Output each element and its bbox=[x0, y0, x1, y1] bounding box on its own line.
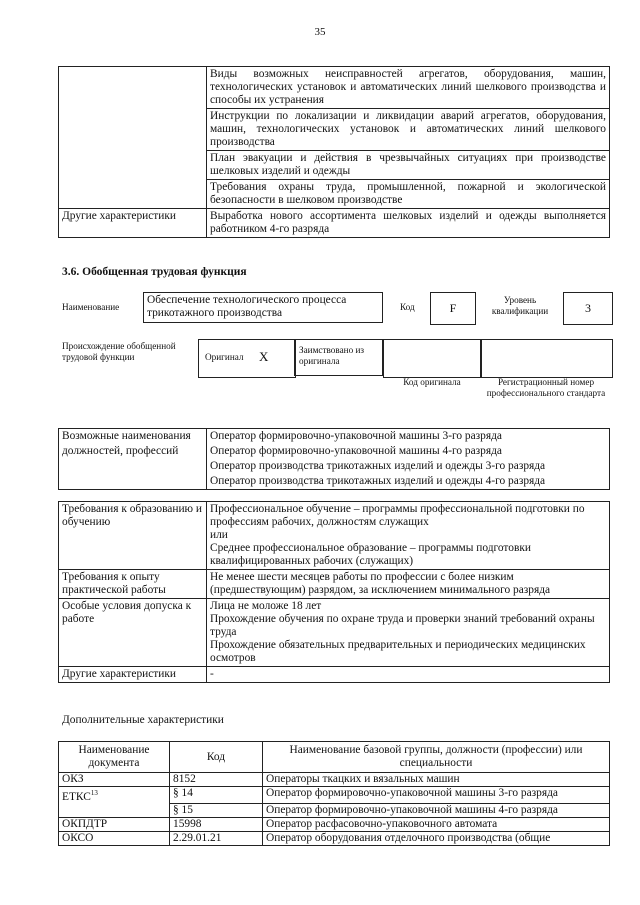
reg-number-cell bbox=[480, 339, 613, 378]
table-row bbox=[59, 818, 610, 832]
row-text: Выработка нового ассортимента шелковых изделий и одежды выполняется работником 4-го разряда bbox=[207, 209, 610, 238]
name-cell: Оператор расфасовочно-упаковочного автомата bbox=[263, 818, 610, 832]
table-row bbox=[59, 787, 610, 804]
requirements-table bbox=[58, 501, 610, 683]
table-row bbox=[59, 109, 610, 151]
requirement-line: Прохождение обучения по охране труда и проверки знаний требований охраны труда bbox=[210, 613, 595, 638]
code-cell: § 14 bbox=[170, 787, 263, 804]
code-cell: § 15 bbox=[170, 804, 263, 818]
positions-list bbox=[207, 429, 610, 490]
code-original-label: Код оригинала bbox=[403, 377, 461, 387]
table-row bbox=[59, 773, 610, 787]
borrowed-label: Заимствовано из оригинала bbox=[294, 339, 383, 376]
name-cell: Операторы ткацких и вязальных машин bbox=[263, 773, 610, 787]
table-row bbox=[59, 67, 610, 109]
requirement-label: Другие характеристики bbox=[59, 667, 207, 683]
additional-title: Дополнительные характеристики bbox=[62, 714, 224, 726]
position-item: Оператор производства трикотажных изделий и одежды 3-го разряда bbox=[210, 460, 546, 472]
code-cell: 15998 bbox=[170, 818, 263, 832]
doc-cell: ЕТКС$^{13}$ bbox=[59, 787, 170, 804]
table-row bbox=[59, 180, 610, 209]
name-label: Наименование bbox=[62, 302, 120, 312]
requirement-label: Особые условия допуска к работе bbox=[59, 599, 207, 667]
row-label bbox=[59, 109, 207, 151]
table-row bbox=[59, 599, 610, 667]
function-code: F bbox=[430, 292, 476, 325]
positions-table bbox=[58, 428, 610, 490]
requirement-line: Не менее шести месяцев работы по профессии с более низким (предшествующим) разрядом, за исключением минимального разряда bbox=[210, 571, 551, 596]
requirement-value bbox=[207, 599, 610, 667]
original-mark: X bbox=[259, 349, 269, 364]
position-item: Оператор формировочно-упаковочной машины 3-го разряда bbox=[210, 430, 502, 442]
requirement-line: Среднее профессиональное образование – программы подготовки квалифицированных рабочих (служащих) bbox=[210, 542, 531, 567]
original-label: Оригинал bbox=[205, 352, 244, 362]
function-name: Обеспечение технологического процесса трикотажного производства bbox=[143, 292, 383, 323]
table-row bbox=[59, 570, 610, 599]
code-cell: 2.29.01.21 bbox=[170, 832, 263, 846]
row-text: Виды возможных неисправностей агрегатов, оборудования, машин, технологических установок и автоматических линий шелкового производства и способы их устранения bbox=[207, 67, 610, 109]
row-label: Другие характеристики bbox=[59, 209, 207, 238]
name-cell: Оператор формировочно-упаковочной машины 4-го разряда bbox=[263, 804, 610, 818]
doc-cell: ОКЗ bbox=[59, 773, 170, 787]
table-header-row bbox=[59, 742, 610, 773]
code-original-cell bbox=[383, 339, 482, 378]
additional-table bbox=[58, 741, 610, 846]
header-name: Наименование базовой группы, должности (профессии) или специальности bbox=[263, 742, 610, 773]
requirement-value bbox=[207, 570, 610, 599]
page-number: 35 bbox=[314, 26, 326, 38]
doc-cell bbox=[59, 804, 170, 818]
row-text: Требования охраны труда, промышленной, пожарной и экологической безопасности в шелковом производстве bbox=[207, 180, 610, 209]
positions-label: Возможные наименования должностей, профессий bbox=[59, 429, 207, 490]
row-text: Инструкции по локализации и ликвидации аварий агрегатов, оборудования, машин, технологических установок и автоматических линий шелкового производства bbox=[207, 109, 610, 151]
knowledge-table bbox=[58, 66, 610, 238]
table-row bbox=[59, 832, 610, 846]
footnote-mark: 13 bbox=[90, 789, 98, 797]
level-value: 3 bbox=[563, 292, 613, 325]
header-code: Код bbox=[170, 742, 263, 773]
requirement-line: Профессиональное обучение – программы профессиональной подготовки по профессиям рабочих, должностям служащих bbox=[210, 503, 585, 528]
row-label bbox=[59, 67, 207, 109]
section-title: 3.6. Обобщенная трудовая функция bbox=[62, 266, 247, 278]
code-cell: 8152 bbox=[170, 773, 263, 787]
origin-label: Происхождение обобщенной трудовой функции bbox=[62, 341, 176, 362]
origin-original-cell bbox=[198, 339, 296, 378]
row-label bbox=[59, 180, 207, 209]
table-row bbox=[59, 151, 610, 180]
table-row bbox=[59, 502, 610, 570]
row-label bbox=[59, 151, 207, 180]
requirement-line: или bbox=[210, 529, 228, 541]
doc-cell: ОКСО bbox=[59, 832, 170, 846]
code-label: Код bbox=[400, 302, 415, 312]
table-row bbox=[59, 667, 610, 683]
requirement-value bbox=[207, 667, 610, 683]
header-doc: Наименование документа bbox=[59, 742, 170, 773]
reg-number-label: Регистрационный номер профессионального стандарта bbox=[486, 377, 606, 398]
requirement-line: Прохождение обязательных предварительных и периодических медицинских осмотров bbox=[210, 639, 586, 664]
requirement-line: Лица не моложе 18 лет bbox=[210, 600, 322, 612]
position-item: Оператор формировочно-упаковочной машины 4-го разряда bbox=[210, 445, 502, 457]
name-cell: Оператор оборудования отделочного производства (общие bbox=[263, 832, 610, 846]
requirement-line: - bbox=[210, 668, 214, 680]
requirement-value bbox=[207, 502, 610, 570]
requirement-label: Требования к образованию и обучению bbox=[59, 502, 207, 570]
position-item: Оператор производства трикотажных изделий и одежды 4-го разряда bbox=[210, 475, 546, 487]
level-label: Уровень квалификации bbox=[491, 295, 549, 316]
row-text: План эвакуации и действия в чрезвычайных ситуациях при производстве шелковых изделий и одежды bbox=[207, 151, 610, 180]
name-cell: Оператор формировочно-упаковочной машины 3-го разряда bbox=[263, 787, 610, 804]
table-row bbox=[59, 209, 610, 238]
table-row bbox=[59, 804, 610, 818]
requirement-label: Требования к опыту практической работы bbox=[59, 570, 207, 599]
doc-cell: ОКПДТР bbox=[59, 818, 170, 832]
